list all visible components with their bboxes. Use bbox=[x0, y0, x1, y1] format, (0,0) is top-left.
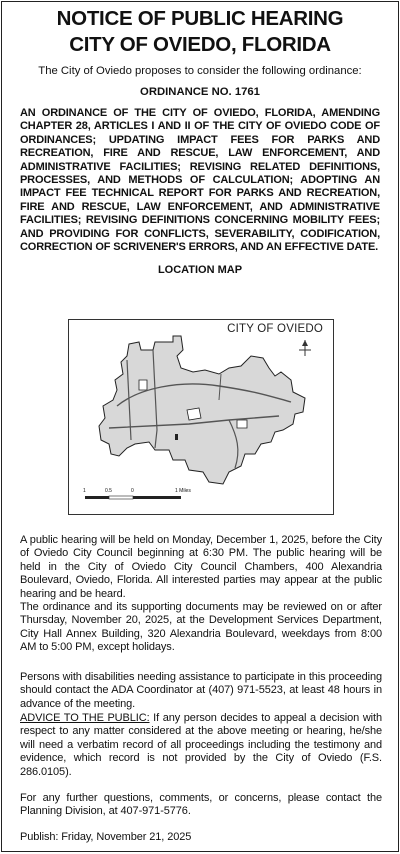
scale-label: 0 bbox=[131, 488, 134, 494]
notice-title-line1: NOTICE OF PUBLIC HEARING bbox=[56, 7, 344, 30]
enclave bbox=[237, 420, 247, 428]
notice-title bbox=[2, 6, 398, 58]
advice-paragraph bbox=[20, 712, 382, 779]
scale-label: 1 bbox=[83, 488, 86, 494]
scale-label: 0.5 bbox=[105, 488, 112, 494]
notice-title-line2: CITY OF OVIEDO, FLORIDA bbox=[69, 33, 331, 56]
scale-label: 1 Miles bbox=[175, 488, 191, 494]
public-notice bbox=[1, 1, 399, 852]
scale-bar bbox=[85, 496, 181, 499]
hearing-paragraph: A public hearing will be held on Monday, December 1, 2025, before the City of Oviedo City Council beginning at 6:30 PM. The public hearing will be held in the City of Oviedo City Council Chambers, 400 Alexandria Boulevard, Oviedo, Florida. All interested parties may appear at the public hearing and be heard. bbox=[20, 534, 382, 600]
intro-text: The City of Oviedo proposes to consider the following ordinance: bbox=[38, 65, 362, 77]
questions-paragraph: For any further questions, comments, or concerns, please contact the Planning Division, at 407-971-5776. bbox=[20, 792, 382, 818]
advice-text: If any person decides to appeal a decision with respect to any matter considered at the above meeting or hearing, he/she will need a verbatim record of all proceedings including the testimony and evidence, which record is not provided by the City of Oviedo (F.S. 286.0105). bbox=[20, 712, 382, 778]
city-boundary-map bbox=[69, 320, 333, 514]
map-city-label: CITY OF OVIEDO bbox=[227, 323, 323, 335]
location-map-heading: LOCATION MAP bbox=[157, 264, 243, 277]
review-paragraph: The ordinance and its supporting documents may be reviewed on or after Thursday, November 20, 2025, at the Development Services Department, City Hall Annex Building, 320 Alexandria Boulevard, weekdays from 8:00 AM to 5:00 PM, except holidays. bbox=[20, 601, 382, 654]
ada-paragraph: Persons with disabilities needing assistance to participate in this proceeding should contact the ADA Coordinator at (407) 971-5523, at least 48 hours in advance of the meeting. bbox=[20, 671, 382, 710]
enclave bbox=[187, 408, 201, 420]
ordinance-number: ORDINANCE NO. 1761 bbox=[140, 86, 260, 98]
advice-label: ADVICE TO THE PUBLIC: bbox=[20, 712, 150, 724]
north-arrow-icon bbox=[299, 340, 311, 356]
location-map bbox=[68, 319, 334, 515]
enclave bbox=[139, 380, 147, 390]
publish-date: Publish: Friday, November 21, 2025 bbox=[20, 831, 192, 843]
map-marker bbox=[175, 434, 178, 440]
ordinance-text: AN ORDINANCE OF THE CITY OF OVIEDO, FLORIDA, AMENDING CHAPTER 28, ARTICLES I AND II OF THE CITY OF OVIEDO CODE OF ORDINANCES; UPDATING IMPACT FEES FOR PARKS AND RECREATION, FIRE AND RESCUE, LAW ENFORCEMENT, AND ADMINISTRATIVE FACILITIES; REVISING RELATED DEFINITIONS, PROCESSES, AND METHODS OF CALCULATION; ADOPTING AN IMPACT FEE TECHNICAL REPORT FOR PARKS AND RECREATION, FIRE AND RESCUE, LAW ENFORCEMENT, AND ADMINISTRATIVE FACILITIES; REVISING DEFINITIONS CONCERNING MOBILITY FEES; AND PROVIDING FOR CONFLICTS, SEVERABILITY, CODIFICATION, CORRECTION OF SCRIVENER'S ERRORS, AND AN EFFECTIVE DATE. bbox=[20, 107, 380, 254]
